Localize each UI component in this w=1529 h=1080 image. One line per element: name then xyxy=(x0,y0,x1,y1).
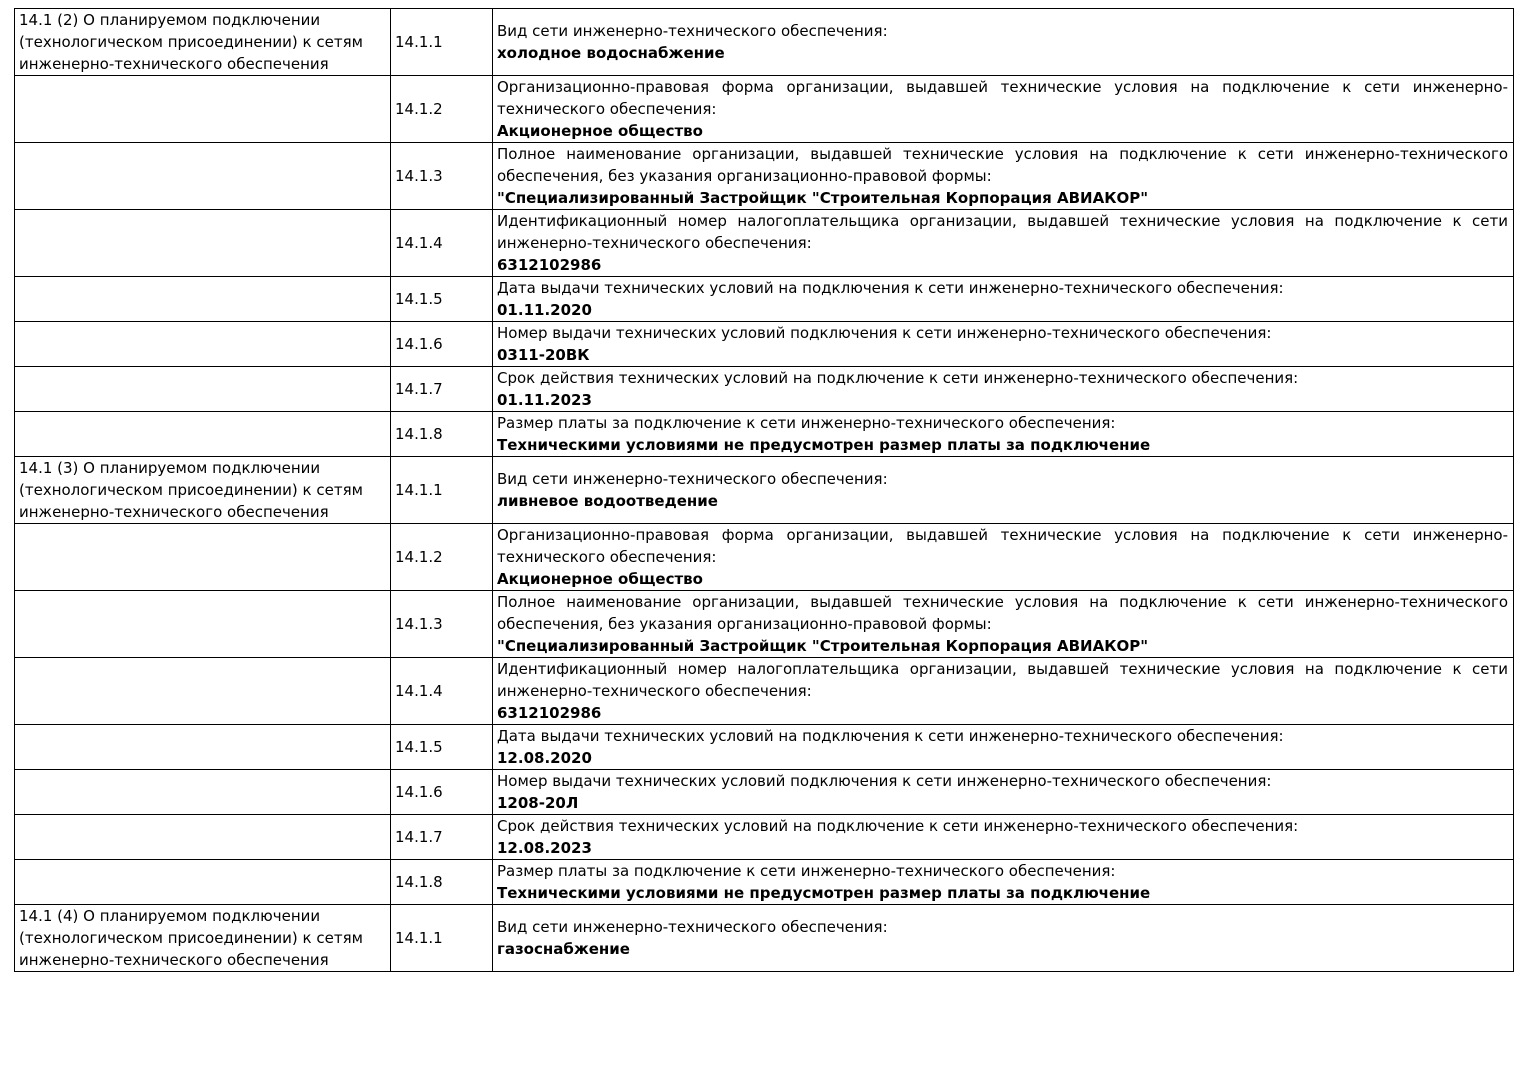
table-row xyxy=(15,9,1514,76)
row-label: Срок действия технических условий на подключение к сети инженерно-технического обеспечения: xyxy=(497,817,1299,835)
empty-cell xyxy=(15,76,391,143)
row-label: Размер платы за подключение к сети инженерно-технического обеспечения: xyxy=(497,862,1116,880)
row-content xyxy=(493,143,1514,210)
section-title-cell: 14.1 (4) О планируемом подключении (технологическом присоединении) к сетям инженерно-технического обеспечения xyxy=(15,905,391,972)
row-value: "Специализированный Застройщик "Строительная Корпорация АВИАКОР" xyxy=(497,637,1149,655)
table-row xyxy=(15,815,1514,860)
section-title-cell: 14.1 (2) О планируемом подключении (технологическом присоединении) к сетям инженерно-технического обеспечения xyxy=(15,9,391,76)
table-row xyxy=(15,277,1514,322)
row-value: холодное водоснабжение xyxy=(497,44,725,62)
row-label: Организационно-правовая форма организации, выдавшей технические условия на подключение к сети инженерно-технического обеспечения: xyxy=(497,78,1508,118)
empty-cell xyxy=(15,658,391,725)
row-label: Полное наименование организации, выдавшей технические условия на подключение к сети инженерно-технического обеспечения, без указания организационно-правовой формы: xyxy=(497,145,1508,185)
empty-cell xyxy=(15,815,391,860)
row-number: 14.1.1 xyxy=(391,457,493,524)
row-number: 14.1.5 xyxy=(391,725,493,770)
section-title-cell: 14.1 (3) О планируемом подключении (технологическом присоединении) к сетям инженерно-технического обеспечения xyxy=(15,457,391,524)
empty-cell xyxy=(15,210,391,277)
empty-cell xyxy=(15,524,391,591)
table-row xyxy=(15,143,1514,210)
row-label: Полное наименование организации, выдавшей технические условия на подключение к сети инженерно-технического обеспечения, без указания организационно-правовой формы: xyxy=(497,593,1508,633)
table-row xyxy=(15,457,1514,524)
row-content xyxy=(493,210,1514,277)
empty-cell xyxy=(15,591,391,658)
row-content xyxy=(493,591,1514,658)
row-label: Дата выдачи технических условий на подключения к сети инженерно-технического обеспечения: xyxy=(497,727,1284,745)
row-number: 14.1.8 xyxy=(391,860,493,905)
row-number: 14.1.7 xyxy=(391,815,493,860)
row-value: 0311-20ВК xyxy=(497,346,590,364)
empty-cell xyxy=(15,322,391,367)
row-number: 14.1.6 xyxy=(391,322,493,367)
table-row xyxy=(15,524,1514,591)
row-content xyxy=(493,658,1514,725)
empty-cell xyxy=(15,143,391,210)
row-number: 14.1.2 xyxy=(391,524,493,591)
row-content xyxy=(493,277,1514,322)
row-number: 14.1.1 xyxy=(391,9,493,76)
row-value: Техническими условиями не предусмотрен размер платы за подключение xyxy=(497,884,1151,902)
row-content xyxy=(493,815,1514,860)
empty-cell xyxy=(15,412,391,457)
row-number: 14.1.4 xyxy=(391,658,493,725)
row-content xyxy=(493,367,1514,412)
empty-cell xyxy=(15,725,391,770)
declaration-table xyxy=(14,8,1514,972)
row-number: 14.1.3 xyxy=(391,591,493,658)
row-label: Вид сети инженерно-технического обеспечения: xyxy=(497,918,888,936)
row-number: 14.1.3 xyxy=(391,143,493,210)
empty-cell xyxy=(15,770,391,815)
row-number: 14.1.1 xyxy=(391,905,493,972)
row-number: 14.1.8 xyxy=(391,412,493,457)
row-content xyxy=(493,725,1514,770)
row-content xyxy=(493,76,1514,143)
row-value: 01.11.2023 xyxy=(497,391,592,409)
row-number: 14.1.4 xyxy=(391,210,493,277)
row-value: Акционерное общество xyxy=(497,122,703,140)
row-label: Дата выдачи технических условий на подключения к сети инженерно-технического обеспечения: xyxy=(497,279,1284,297)
row-value: 6312102986 xyxy=(497,704,602,722)
empty-cell xyxy=(15,277,391,322)
row-content xyxy=(493,322,1514,367)
row-number: 14.1.2 xyxy=(391,76,493,143)
row-label: Организационно-правовая форма организации, выдавшей технические условия на подключение к сети инженерно-технического обеспечения: xyxy=(497,526,1508,566)
table-row xyxy=(15,860,1514,905)
row-label: Идентификационный номер налогоплательщика организации, выдавшей технические условия на подключение к сети инженерно-технического обеспечения: xyxy=(497,660,1508,700)
row-value: 01.11.2020 xyxy=(497,301,592,319)
row-value: 6312102986 xyxy=(497,256,602,274)
row-content xyxy=(493,9,1514,76)
row-label: Номер выдачи технических условий подключения к сети инженерно-технического обеспечения: xyxy=(497,324,1272,342)
table-row xyxy=(15,905,1514,972)
row-value: газоснабжение xyxy=(497,940,630,958)
row-content xyxy=(493,905,1514,972)
row-label: Номер выдачи технических условий подключения к сети инженерно-технического обеспечения: xyxy=(497,772,1272,790)
row-value: 12.08.2020 xyxy=(497,749,592,767)
row-value: 12.08.2023 xyxy=(497,839,592,857)
row-label: Идентификационный номер налогоплательщика организации, выдавшей технические условия на подключение к сети инженерно-технического обеспечения: xyxy=(497,212,1508,252)
row-number: 14.1.7 xyxy=(391,367,493,412)
row-content xyxy=(493,860,1514,905)
row-number: 14.1.6 xyxy=(391,770,493,815)
row-value: ливневое водоотведение xyxy=(497,492,718,510)
empty-cell xyxy=(15,860,391,905)
table-row xyxy=(15,770,1514,815)
row-label: Срок действия технических условий на подключение к сети инженерно-технического обеспечения: xyxy=(497,369,1299,387)
row-value: Акционерное общество xyxy=(497,570,703,588)
row-content xyxy=(493,770,1514,815)
row-content xyxy=(493,524,1514,591)
row-number: 14.1.5 xyxy=(391,277,493,322)
row-value: 1208-20Л xyxy=(497,794,579,812)
table-row xyxy=(15,367,1514,412)
row-label: Вид сети инженерно-технического обеспечения: xyxy=(497,22,888,40)
row-content xyxy=(493,412,1514,457)
table-row xyxy=(15,412,1514,457)
row-label: Вид сети инженерно-технического обеспечения: xyxy=(497,470,888,488)
row-content xyxy=(493,457,1514,524)
row-label: Размер платы за подключение к сети инженерно-технического обеспечения: xyxy=(497,414,1116,432)
row-value: "Специализированный Застройщик "Строительная Корпорация АВИАКОР" xyxy=(497,189,1149,207)
table-row xyxy=(15,210,1514,277)
table-row xyxy=(15,76,1514,143)
table-row xyxy=(15,591,1514,658)
empty-cell xyxy=(15,367,391,412)
table-row xyxy=(15,658,1514,725)
table-row xyxy=(15,725,1514,770)
row-value: Техническими условиями не предусмотрен размер платы за подключение xyxy=(497,436,1151,454)
table-row xyxy=(15,322,1514,367)
